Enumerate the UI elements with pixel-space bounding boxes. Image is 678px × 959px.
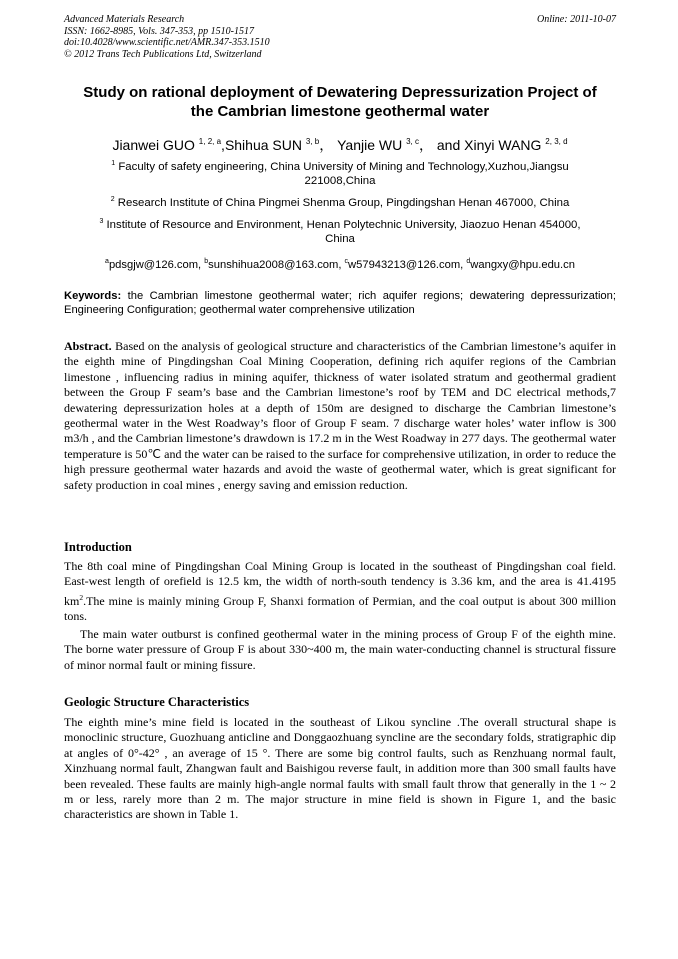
abstract-label: Abstract. — [64, 339, 112, 353]
author-affil-marker: 3, b — [305, 137, 320, 146]
affil-text: Research Institute of China Pingmei Shenma Group, Pingdingshan Henan 467000, China — [117, 197, 570, 209]
author-separator: ， — [319, 137, 334, 153]
keywords — [64, 289, 616, 317]
journal-name: Advanced Materials Research — [64, 14, 185, 25]
introduction-paragraph-2: The main water outburst is confined geothermal water in the mining process of Group F of the eighth mine. The borne water pressure of Group F is about 330~400 m, the main water-conducting channel is structural fissure of minor normal fault or mining fissure. — [64, 627, 616, 672]
affil-text: Institute of Resource and Environment, Henan Polytechnic University, Jiaozuo Henan 454000, — [106, 219, 581, 231]
online-date: Online: 2011-10-07 — [537, 14, 616, 25]
superscript: 2 — [79, 592, 84, 602]
introduction-paragraph-1 — [64, 559, 616, 625]
author-list — [64, 133, 616, 154]
intro-text: .The mine is mainly mining Group F, Shanxi formation of Permian, and the coal output is about 300 million tons. — [64, 593, 616, 624]
title-line-1: Study on rational deployment of Dewatering Depressurization Project of — [83, 84, 597, 101]
geologic-paragraph-1: The eighth mine’s mine field is located in the southeast of Likou syncline .The overall structural shape is monoclinic structure, Guozhuang anticline and Donggaozhuang syncline are the secondary folds, stratigraphic dip at angles of 0°-42° , an average of 15 °. There are some big control faults, such as Renzhuang normal fault, Xinzhuang normal fault, Zhangwan fault and Baishigou reverse fault, in addition more than 300 small faults have been revealed. These faults are mainly high-angle normal faults with small fault throw that generally in the 1 ~ 2 m or less, rarely more than 2 m. The major structure in mine field is shown in Figure 1, and the basic characteristics are shown in Table 1. — [64, 715, 616, 822]
paper-title — [64, 83, 616, 121]
email-marker: a — [105, 258, 109, 265]
title-line-2: the Cambrian limestone geothermal water — [190, 103, 490, 120]
geologic-heading: Geologic Structure Characteristics — [64, 695, 250, 709]
email-link[interactable]: pdsgjw@126.com, — [108, 259, 205, 271]
author-separator: ， — [419, 137, 433, 153]
affil-text-cont: China — [325, 233, 355, 245]
author-affil-marker: 3, c — [406, 137, 419, 146]
email-link[interactable]: wangxy@hpu.edu.cn — [470, 259, 575, 271]
author-name: Jianwei GUO — [112, 137, 195, 153]
doi-link[interactable]: doi:10.4028/www.scientific.net/AMR.347-353.1510 — [64, 37, 270, 48]
abstract-text: Based on the analysis of geological structure and characteristics of the Cambrian limestone’s aquifer in the eighth mine of Pingdingshan Coal Mining Cooperation, defining rich aquifer regions of the Cambrian limestone , influencing radius in mining aquifer, thickness of water isolated stratum and geothermal gradient between the Group F seam’s base and the Cambrian limestone’s roof by TEM and DC electrical methods,7 dewatering depressurization holes at a depth of 150m are designed to discharge the Cambrian limestone’s geothermal water in the West Roadway’s floor of Group F seam. 7 discharge water holes’ water inflow is 300 m3/h , and the Cambrian limestone’s drawdown is 17.2 m in the West Roadway in 277 days. The geothermal water temperature is 50℃ and the water can be raised to the surface for comprehensive utilization, in order to reduce the high pressure geothermal water hazards and avoid the waste of geothermal water, which is great significant for safety production in coal mines , energy saving and emission reduction. — [64, 339, 616, 492]
issn-line: ISSN: 1662-8985, Vols. 347-353, pp 1510-1517 — [64, 25, 254, 37]
email-marker: b — [204, 258, 209, 265]
author-emails — [64, 255, 616, 272]
journal-header — [64, 14, 616, 60]
author-name: Yanjie WU — [337, 137, 403, 153]
affil-number: 1 — [111, 160, 116, 167]
affil-text-cont: 221008,China — [304, 175, 376, 187]
author-affil-marker: 2, 3, d — [545, 137, 568, 146]
affiliation-2 — [64, 193, 616, 210]
email-marker: d — [466, 258, 471, 265]
email-link[interactable]: w57943213@126.com, — [348, 259, 467, 271]
keywords-label: Keywords: — [64, 290, 122, 302]
keywords-text: the Cambrian limestone geothermal water; rich aquifer regions; dewatering depressurization; Engineering Configuration; geothermal water comprehensive utilization — [64, 290, 616, 316]
abstract — [64, 339, 616, 493]
author-name: and Xinyi WANG — [436, 137, 542, 153]
affil-number: 3 — [99, 218, 104, 225]
email-link[interactable]: sunshihua2008@163.com, — [208, 259, 345, 271]
author-name: Shihua SUN — [224, 137, 302, 153]
email-marker: c — [344, 258, 349, 265]
author-affil-marker: 1, 2, a — [198, 137, 222, 146]
copyright-line: © 2012 Trans Tech Publications Ltd, Switzerland — [64, 48, 262, 60]
intro-text: The 8th coal mine of Pingdingshan Coal Mining Group is located in the southeast of Pingdingshan coal field. East-west length of orefield is 12.5 km, the width of north-south tendency is 3.36 km, and the area is 41.4195 km — [64, 559, 616, 608]
affil-text: Faculty of safety engineering, China University of Mining and Technology,Xuzhou,Jiangsu — [118, 161, 569, 173]
affiliation-1 — [64, 157, 616, 188]
author-separator: , — [221, 137, 225, 153]
introduction-heading: Introduction — [64, 540, 132, 554]
affil-number: 2 — [110, 196, 115, 203]
affiliation-3 — [64, 215, 616, 246]
